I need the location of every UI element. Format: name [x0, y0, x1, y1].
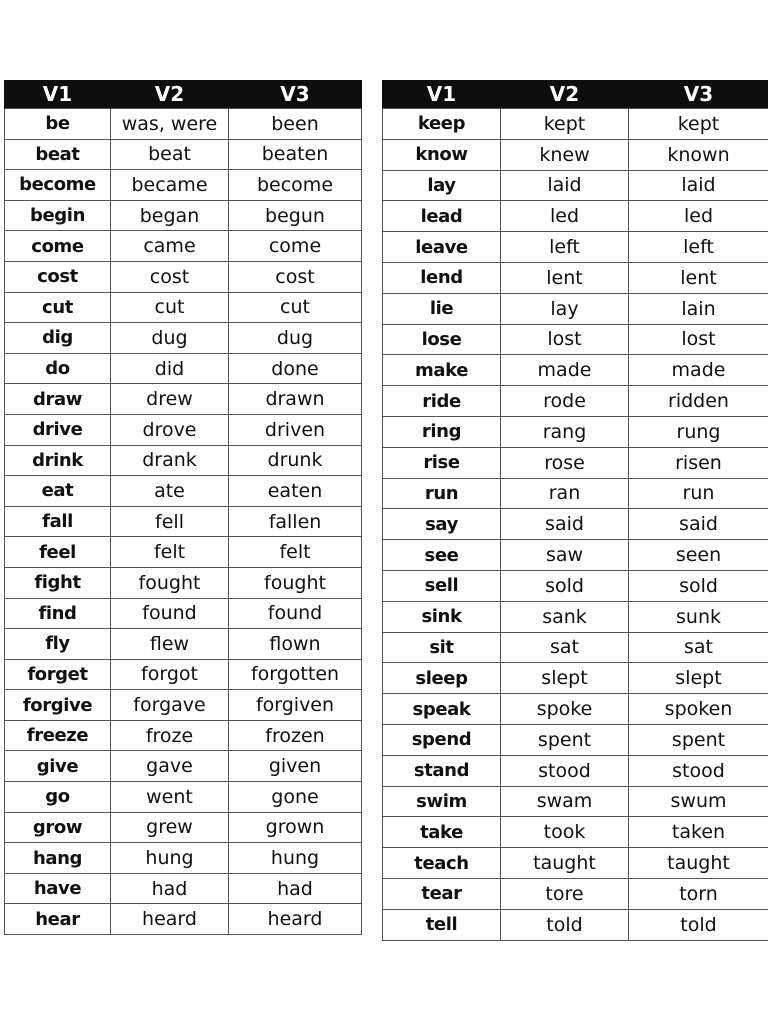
table-row	[383, 201, 768, 232]
verb-base-form: lose	[383, 324, 501, 355]
verb-past-simple: took	[501, 817, 629, 848]
verb-past-participle: run	[629, 478, 768, 509]
verb-base-form: cut	[5, 292, 111, 323]
verb-base-form: rise	[383, 447, 501, 478]
table-row	[383, 109, 768, 140]
verb-past-simple: rose	[501, 447, 629, 478]
table-row	[383, 416, 768, 447]
verb-past-simple: began	[111, 200, 229, 231]
verb-base-form: find	[5, 598, 111, 629]
verb-past-simple: made	[501, 355, 629, 386]
verb-past-participle: ridden	[629, 386, 768, 417]
verb-base-form: come	[5, 231, 111, 262]
verb-base-form: know	[383, 139, 501, 170]
table-row	[383, 170, 768, 201]
verb-base-form: take	[383, 817, 501, 848]
verb-base-form: be	[5, 109, 111, 140]
verb-base-form: spend	[383, 724, 501, 755]
verb-base-form: fly	[5, 629, 111, 660]
verb-base-form: give	[5, 751, 111, 782]
verb-base-form: do	[5, 353, 111, 384]
table-row	[5, 445, 362, 476]
verb-past-participle: taken	[629, 817, 768, 848]
verb-past-simple: lay	[501, 293, 629, 324]
verb-past-simple: lost	[501, 324, 629, 355]
verb-base-form: become	[5, 170, 111, 201]
table-row	[5, 292, 362, 323]
table-row	[5, 476, 362, 507]
verb-base-form: lay	[383, 170, 501, 201]
verb-base-form: have	[5, 873, 111, 904]
table-row	[5, 537, 362, 568]
verb-past-simple: led	[501, 201, 629, 232]
irregular-verbs-table-left	[4, 80, 362, 935]
verb-past-participle: sunk	[629, 601, 768, 632]
verb-past-simple: saw	[501, 540, 629, 571]
verb-base-form: beat	[5, 139, 111, 170]
verb-past-simple: forgot	[111, 659, 229, 690]
table-row	[5, 598, 362, 629]
verb-past-simple: left	[501, 232, 629, 263]
verb-past-participle: fallen	[229, 506, 362, 537]
table-row	[383, 262, 768, 293]
table-row	[383, 694, 768, 725]
table-row	[5, 659, 362, 690]
verb-past-simple: slept	[501, 663, 629, 694]
verb-past-simple: told	[501, 909, 629, 940]
verb-base-form: speak	[383, 694, 501, 725]
verb-base-form: feel	[5, 537, 111, 568]
header-v2: V2	[501, 80, 629, 109]
verb-base-form: drink	[5, 445, 111, 476]
verb-base-form: grow	[5, 812, 111, 843]
table-row	[383, 909, 768, 940]
table-row	[5, 323, 362, 354]
verb-past-simple: gave	[111, 751, 229, 782]
verb-past-participle: forgiven	[229, 690, 362, 721]
verb-past-participle: had	[229, 873, 362, 904]
verb-base-form: hang	[5, 843, 111, 874]
verb-past-simple: spoke	[501, 694, 629, 725]
verb-base-form: keep	[383, 109, 501, 140]
verb-base-form: leave	[383, 232, 501, 263]
verb-past-participle: become	[229, 170, 362, 201]
verb-past-simple: found	[111, 598, 229, 629]
verb-base-form: hear	[5, 904, 111, 935]
verb-past-simple: drove	[111, 414, 229, 445]
verb-past-simple: rang	[501, 416, 629, 447]
table-row	[383, 386, 768, 417]
verb-past-simple: swam	[501, 786, 629, 817]
verb-past-simple: heard	[111, 904, 229, 935]
table-row	[5, 904, 362, 935]
table-row	[383, 817, 768, 848]
verb-past-participle: felt	[229, 537, 362, 568]
verb-past-simple: said	[501, 509, 629, 540]
table-row	[5, 170, 362, 201]
verb-past-simple: laid	[501, 170, 629, 201]
table-row	[383, 293, 768, 324]
verb-past-simple: spent	[501, 724, 629, 755]
verb-past-participle: cost	[229, 261, 362, 292]
verb-past-participle: stood	[629, 755, 768, 786]
verb-base-form: ride	[383, 386, 501, 417]
verb-base-form: lie	[383, 293, 501, 324]
verb-past-participle: left	[629, 232, 768, 263]
verb-past-participle: lent	[629, 262, 768, 293]
table-row	[5, 139, 362, 170]
verb-base-form: swim	[383, 786, 501, 817]
verb-past-participle: driven	[229, 414, 362, 445]
verb-base-form: forget	[5, 659, 111, 690]
verb-base-form: lend	[383, 262, 501, 293]
table-row	[5, 629, 362, 660]
table-row	[5, 261, 362, 292]
irregular-verbs-table-right	[382, 80, 768, 941]
table-row	[5, 567, 362, 598]
table-row	[383, 540, 768, 571]
verb-past-participle: come	[229, 231, 362, 262]
verb-past-simple: forgave	[111, 690, 229, 721]
verb-past-participle: grown	[229, 812, 362, 843]
verb-past-participle: sold	[629, 570, 768, 601]
verb-base-form: fight	[5, 567, 111, 598]
table-row	[383, 848, 768, 879]
header-v1: V1	[383, 80, 501, 109]
verb-base-form: go	[5, 782, 111, 813]
verb-past-participle: given	[229, 751, 362, 782]
verb-past-simple: kept	[501, 109, 629, 140]
table-row	[5, 690, 362, 721]
verb-base-form: freeze	[5, 720, 111, 751]
table-row	[383, 755, 768, 786]
verb-base-form: teach	[383, 848, 501, 879]
verb-base-form: drive	[5, 414, 111, 445]
verb-past-participle: found	[229, 598, 362, 629]
verb-past-simple: rode	[501, 386, 629, 417]
table-row	[383, 232, 768, 263]
verb-past-participle: heard	[229, 904, 362, 935]
header-v2: V2	[111, 80, 229, 109]
verb-base-form: eat	[5, 476, 111, 507]
verb-base-form: tell	[383, 909, 501, 940]
verb-past-participle: spoken	[629, 694, 768, 725]
table-header-row	[5, 80, 362, 109]
verb-base-form: see	[383, 540, 501, 571]
verb-past-participle: drunk	[229, 445, 362, 476]
verb-past-participle: forgotten	[229, 659, 362, 690]
verb-base-form: fall	[5, 506, 111, 537]
table-row	[5, 384, 362, 415]
verb-past-simple: sank	[501, 601, 629, 632]
verb-past-simple: cost	[111, 261, 229, 292]
verb-past-participle: fought	[229, 567, 362, 598]
verb-base-form: dig	[5, 323, 111, 354]
table-row	[5, 506, 362, 537]
verb-past-participle: spent	[629, 724, 768, 755]
verb-past-participle: swum	[629, 786, 768, 817]
table-body-right	[383, 109, 768, 941]
table-row	[5, 720, 362, 751]
verb-past-participle: frozen	[229, 720, 362, 751]
verb-base-form: tear	[383, 878, 501, 909]
verb-past-participle: told	[629, 909, 768, 940]
verb-past-participle: lost	[629, 324, 768, 355]
verb-past-simple: lent	[501, 262, 629, 293]
verb-base-form: ring	[383, 416, 501, 447]
verb-base-form: draw	[5, 384, 111, 415]
verb-base-form: lead	[383, 201, 501, 232]
table-row	[383, 601, 768, 632]
table-row	[5, 873, 362, 904]
verb-past-simple: dug	[111, 323, 229, 354]
verb-base-form: begin	[5, 200, 111, 231]
verb-past-participle: cut	[229, 292, 362, 323]
verb-base-form: run	[383, 478, 501, 509]
header-v3: V3	[629, 80, 768, 109]
table-row	[383, 724, 768, 755]
verb-base-form: sink	[383, 601, 501, 632]
verb-past-simple: cut	[111, 292, 229, 323]
table-row	[383, 663, 768, 694]
table-row	[5, 782, 362, 813]
verb-base-form: cost	[5, 261, 111, 292]
verb-past-simple: tore	[501, 878, 629, 909]
verb-past-simple: taught	[501, 848, 629, 879]
verb-past-simple: came	[111, 231, 229, 262]
table-row	[383, 570, 768, 601]
verb-past-simple: felt	[111, 537, 229, 568]
verb-past-simple: knew	[501, 139, 629, 170]
verb-past-participle: made	[629, 355, 768, 386]
verb-past-participle: kept	[629, 109, 768, 140]
table-row	[5, 200, 362, 231]
table-row	[5, 414, 362, 445]
table-row	[5, 843, 362, 874]
table-row	[383, 355, 768, 386]
verb-past-simple: sat	[501, 632, 629, 663]
verb-past-simple: froze	[111, 720, 229, 751]
verb-past-simple: fell	[111, 506, 229, 537]
table-header-row	[383, 80, 768, 109]
header-v3: V3	[229, 80, 362, 109]
table-row	[383, 324, 768, 355]
verb-past-simple: went	[111, 782, 229, 813]
table-row	[383, 447, 768, 478]
verb-past-simple: drew	[111, 384, 229, 415]
table-row	[5, 751, 362, 782]
verb-past-simple: grew	[111, 812, 229, 843]
verb-base-form: sit	[383, 632, 501, 663]
verb-base-form: stand	[383, 755, 501, 786]
table-row	[383, 139, 768, 170]
table-row	[5, 353, 362, 384]
verb-past-simple: became	[111, 170, 229, 201]
verb-past-simple: did	[111, 353, 229, 384]
verb-past-participle: slept	[629, 663, 768, 694]
verb-past-participle: rung	[629, 416, 768, 447]
table-row	[5, 109, 362, 140]
verb-past-participle: known	[629, 139, 768, 170]
verb-past-participle: dug	[229, 323, 362, 354]
verb-past-participle: led	[629, 201, 768, 232]
table-body-left	[5, 109, 362, 935]
verb-past-simple: had	[111, 873, 229, 904]
verb-past-participle: drawn	[229, 384, 362, 415]
verb-past-simple: sold	[501, 570, 629, 601]
table-row	[5, 231, 362, 262]
verb-base-form: sleep	[383, 663, 501, 694]
table-row	[383, 632, 768, 663]
verb-base-form: forgive	[5, 690, 111, 721]
verb-past-simple: ate	[111, 476, 229, 507]
verb-past-participle: flown	[229, 629, 362, 660]
verb-past-simple: fought	[111, 567, 229, 598]
verb-past-participle: hung	[229, 843, 362, 874]
verb-base-form: sell	[383, 570, 501, 601]
verb-base-form: say	[383, 509, 501, 540]
header-v1: V1	[5, 80, 111, 109]
verb-past-participle: taught	[629, 848, 768, 879]
verb-past-simple: ran	[501, 478, 629, 509]
verb-past-simple: hung	[111, 843, 229, 874]
verb-past-participle: gone	[229, 782, 362, 813]
verb-past-participle: sat	[629, 632, 768, 663]
table-row	[383, 878, 768, 909]
table-row	[5, 812, 362, 843]
verb-past-participle: eaten	[229, 476, 362, 507]
verb-past-participle: said	[629, 509, 768, 540]
verb-past-participle: done	[229, 353, 362, 384]
verb-past-participle: beaten	[229, 139, 362, 170]
table-row	[383, 509, 768, 540]
verb-past-simple: flew	[111, 629, 229, 660]
verb-past-simple: drank	[111, 445, 229, 476]
verb-past-participle: torn	[629, 878, 768, 909]
verb-past-simple: stood	[501, 755, 629, 786]
verb-past-participle: lain	[629, 293, 768, 324]
verb-past-participle: laid	[629, 170, 768, 201]
verb-past-participle: begun	[229, 200, 362, 231]
verb-past-participle: seen	[629, 540, 768, 571]
verb-past-participle: been	[229, 109, 362, 140]
verb-past-participle: risen	[629, 447, 768, 478]
table-row	[383, 478, 768, 509]
verb-past-simple: was, were	[111, 109, 229, 140]
verb-past-simple: beat	[111, 139, 229, 170]
table-row	[383, 786, 768, 817]
verb-base-form: make	[383, 355, 501, 386]
